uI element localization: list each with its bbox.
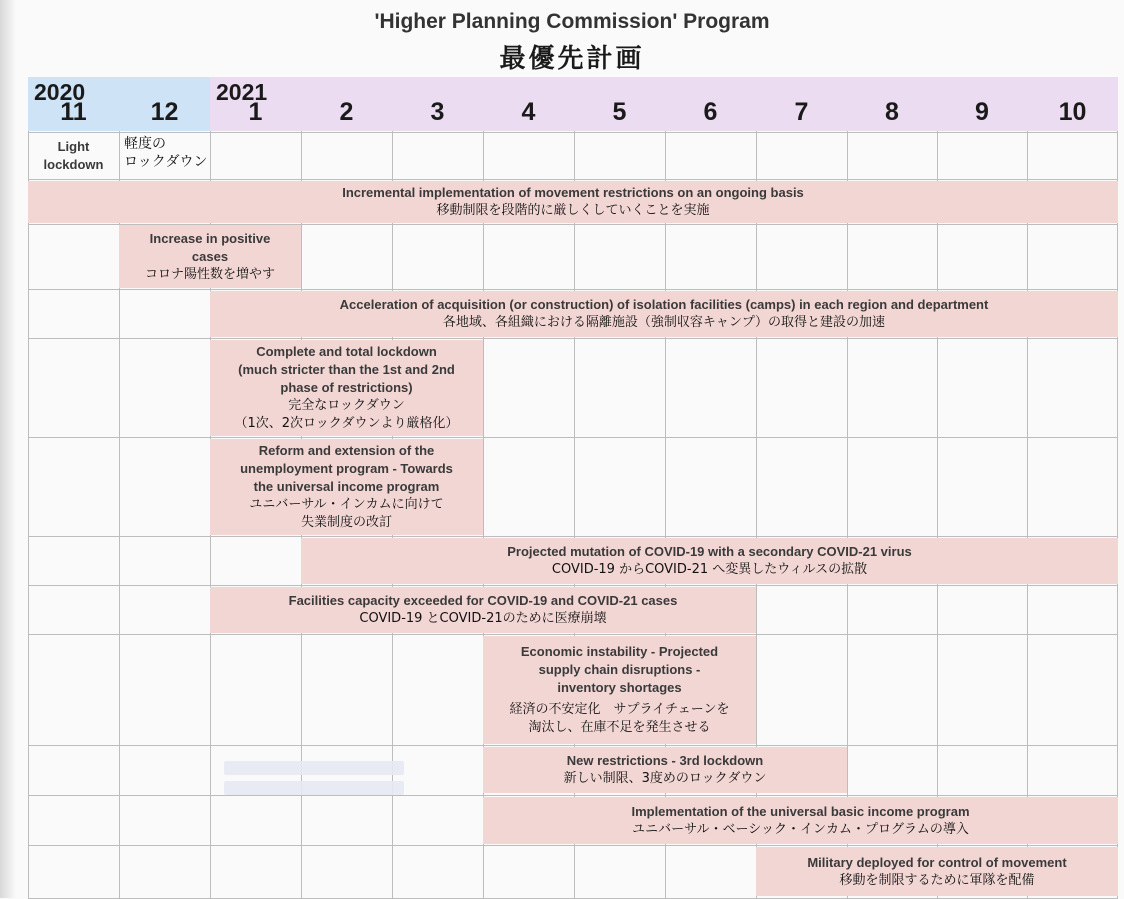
- task-label-en: Acceleration of acquisition (or construction) of isolation facilities (camps) in each region and department: [339, 297, 989, 312]
- grid-row-line: [28, 845, 1118, 846]
- task-label-ja: 経済の不安定化 サプライチェーンを 淘汰し、在庫不足を発生させる: [509, 702, 730, 735]
- month-header-2021-5: [574, 77, 665, 131]
- task-label-en: New restrictions - 3rd lockdown: [566, 753, 764, 768]
- task-label-en: Projected mutation of COVID-19 with a secondary COVID-21 virus: [507, 544, 912, 559]
- task-bar-third-lockdown: [483, 747, 847, 793]
- grid-row-line: [28, 634, 1118, 635]
- month-label: 1: [248, 98, 263, 126]
- month-label: 11: [60, 98, 87, 126]
- month-label: 7: [794, 98, 809, 126]
- month-header-2021-9: [937, 77, 1027, 131]
- month-label: 4: [521, 98, 536, 126]
- task-bar-military-deployed: [756, 847, 1118, 896]
- month-header-2021-4: [483, 77, 574, 131]
- task-label-ja: COVID-19 とCOVID-21のために医療崩壊: [359, 611, 607, 626]
- task-label-en: Reform and extension of the unemployment program - Towards the universal income program: [240, 443, 453, 494]
- task-bar-basic-income: [483, 797, 1118, 844]
- task-bar-covid-mutation: [301, 538, 1118, 584]
- year-label: 2021: [216, 79, 268, 105]
- grid-row-line: [28, 338, 1118, 339]
- timeline-grid: [28, 77, 1118, 898]
- month-label: 3: [430, 98, 445, 126]
- month-header-2021-8: [847, 77, 937, 131]
- task-bar-capacity-exceeded: [210, 587, 756, 633]
- grid-row-line: [28, 536, 1118, 537]
- task-label-en: Facilities capacity exceeded for COVID-19 and COVID-21 cases: [288, 593, 678, 608]
- grid-row-line: [28, 289, 1118, 290]
- task-bar-total-lockdown: [210, 340, 483, 436]
- task-bar-positive-cases: [119, 225, 301, 288]
- task-label-ja: 完全なロックダウン （1次、2次ロックダウンより厳格化）: [234, 398, 459, 431]
- month-header-2021-1: [210, 77, 301, 131]
- month-header-2020-11: [28, 77, 119, 131]
- task-label-ja: コロナ陽性数を増やす: [144, 266, 275, 282]
- task-bar-unemployment-reform: [210, 439, 483, 535]
- year-label: 2020: [34, 79, 86, 105]
- task-label-en: Incremental implementation of movement restrictions on an ongoing basis: [342, 185, 804, 200]
- grid-row-line: [28, 437, 1118, 438]
- task-bar-movement-restrictions: [28, 181, 1118, 223]
- page-title-english: 'Higher Planning Commission' Program: [374, 10, 770, 33]
- light-lockdown-label-ja: 軽度の ロックダウン: [124, 136, 208, 170]
- month-header-2020-12: [119, 77, 210, 131]
- task-label-en: Economic instability - Projected supply chain disruptions - inventory shortages: [520, 644, 719, 695]
- task-bar-economic-instability: [483, 636, 756, 744]
- month-label: 12: [150, 98, 179, 126]
- month-label: 5: [612, 98, 627, 126]
- light-lockdown-label-en: Light lockdown: [43, 138, 104, 172]
- faded-watermark: [224, 781, 404, 795]
- task-label-en: Complete and total lockdown (much stricter than the 1st and 2nd phase of restrictions): [238, 344, 455, 395]
- month-header-2021-2: [301, 77, 392, 131]
- grid-row-line: [28, 585, 1118, 586]
- grid-row-line: [28, 132, 1118, 133]
- month-label: 9: [975, 98, 989, 126]
- month-header-2021-10: [1027, 77, 1118, 131]
- task-bar-isolation-facilities: [210, 291, 1118, 337]
- month-label: 2: [339, 98, 354, 126]
- task-label-en: Increase in positive cases: [149, 230, 271, 264]
- month-label: 6: [703, 98, 718, 126]
- grid-row-line: [28, 795, 1118, 796]
- grid-row-line: [28, 745, 1118, 746]
- task-label-ja: 移動制限を段階的に厳しくしていくことを実施: [436, 203, 710, 218]
- task-label-en: Implementation of the universal basic income program: [631, 803, 970, 819]
- task-label-ja: 移動を制限するために軍隊を配備: [839, 872, 1035, 888]
- month-label: 10: [1058, 98, 1087, 126]
- task-label-ja: ユニバーサル・ベーシック・インカム・プログラムの導入: [632, 821, 969, 837]
- task-label-ja: 新しい制限、3度めのロックダウン: [563, 771, 767, 786]
- month-label: 8: [885, 98, 899, 126]
- task-label-en: Military deployed for control of movement: [807, 854, 1067, 870]
- task-label-ja: COVID-19 からCOVID-21 へ変異したウィルスの拡散: [551, 562, 868, 577]
- faded-watermark: [224, 761, 404, 775]
- month-header-2021-3: [392, 77, 483, 131]
- month-header-2021-7: [756, 77, 847, 131]
- task-label-ja: 各地域、各組織における隔離施設（強制収容キャンプ）の取得と建設の加速: [442, 315, 886, 330]
- page-title-japanese: 最優先計画: [499, 44, 645, 74]
- task-label-ja: ユニバーサル・インカムに向けて 失業制度の改訂: [249, 497, 444, 530]
- page-edge-shadow: [0, 0, 16, 898]
- month-header-2021-6: [665, 77, 756, 131]
